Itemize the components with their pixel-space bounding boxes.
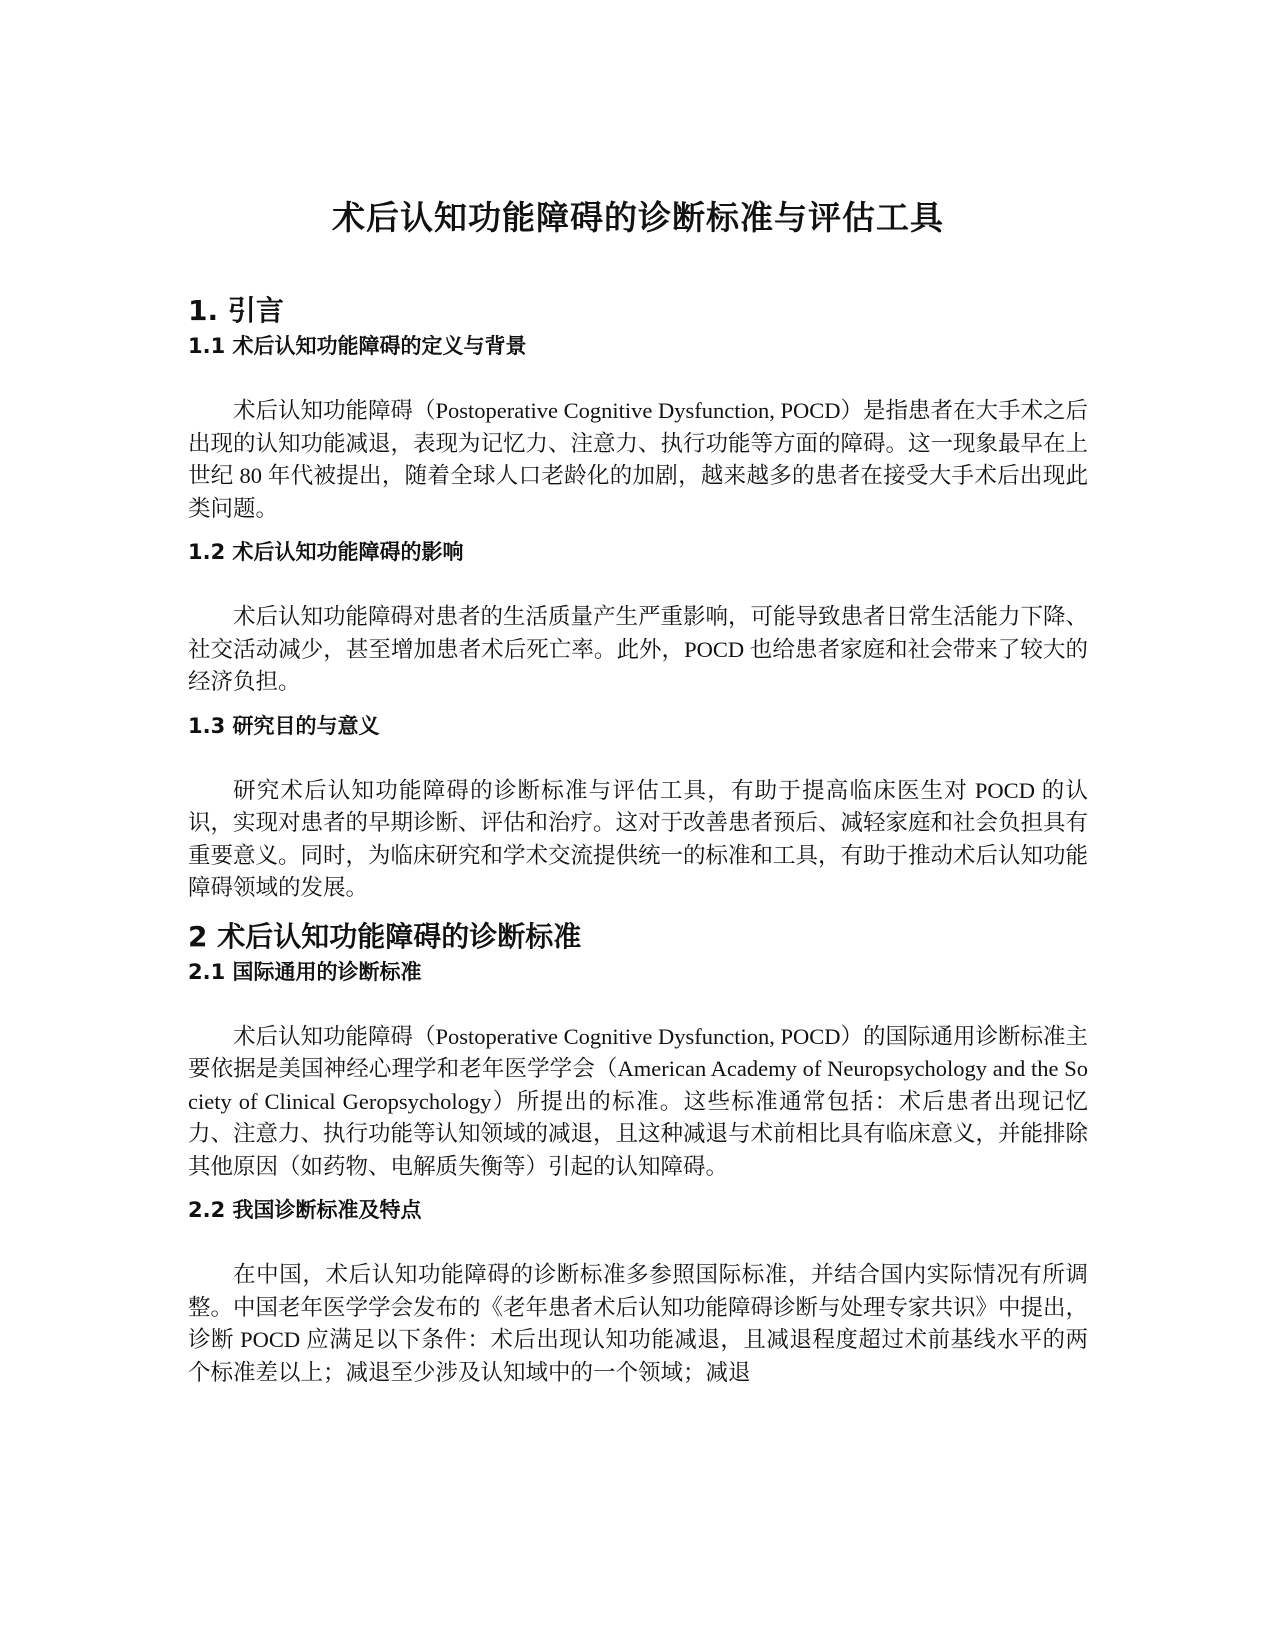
paragraph-purpose-significance: 研究术后认知功能障碍的诊断标准与评估工具，有助于提高临床医生对 POCD 的认识，实现对患者的早期诊断、评估和治疗。这对于改善患者预后、减轻家庭和社会负担具有重要意义。同时，为临床研究和学术交流提供统一的标准和工具，有助于推动术后认知功能障碍领域的发展。	[188, 777, 1089, 900]
document-body	[188, 195, 1088, 1389]
subsection-heading-china-criteria: 2.2 我国诊断标准及特点	[188, 1198, 422, 1222]
paragraph-international-criteria: 术后认知功能障碍（Postoperative Cognitive Dysfunction, POCD）的国际通用诊断标准主要依据是美国神经心理学和老年医学学会（American Academy of Neuropsychology and the Society of Clinical Geropsychology）所提出的标准。这些标准通常包括：术后患者出现记忆力、注意力、执行功能等认知领域的减退，且这种减退与术前相比具有临床意义，并能排除其他原因（如药物、电解质失衡等）引起的认知障碍。	[188, 1023, 1089, 1179]
subsection-heading-definition-background: 1.1 术后认知功能障碍的定义与背景	[188, 334, 527, 358]
subsection-heading-impact: 1.2 术后认知功能障碍的影响	[188, 540, 464, 564]
section-heading-diagnostic-criteria: 2 术后认知功能障碍的诊断标准	[188, 919, 582, 953]
subsection-heading-purpose-significance: 1.3 研究目的与意义	[188, 713, 380, 738]
document-title: 术后认知功能障碍的诊断标准与评估工具	[332, 198, 944, 237]
paragraph-china-criteria: 在中国，术后认知功能障碍的诊断标准多参照国际标准，并结合国内实际情况有所调整。中国老年医学学会发布的《老年患者术后认知功能障碍诊断与处理专家共识》中提出，诊断 POCD 应满足以下条件：术后出现认知功能减退，且减退程度超过术前基线水平的两个标准差以上；减退至少涉及认知域中的一个领域；减退	[188, 1262, 1089, 1385]
paragraph-impact: 术后认知功能障碍对患者的生活质量产生严重影响，可能导致患者日常生活能力下降、社交活动减少，甚至增加患者术后死亡率。此外，POCD 也给患者家庭和社会带来了较大的经济负担。	[188, 604, 1089, 694]
section-heading-introduction: 1. 引言	[188, 294, 284, 327]
paragraph-definition-background: 术后认知功能障碍（Postoperative Cognitive Dysfunction, POCD）是指患者在大手术之后出现的认知功能减退，表现为记忆力、注意力、执行功能等方面的障碍。这一现象最早在上世纪 80 年代被提出，随着全球人口老龄化的加剧，越来越多的患者在接受大手术后出现此类问题。	[188, 398, 1089, 521]
subsection-heading-international-criteria: 2.1 国际通用的诊断标准	[188, 959, 422, 984]
